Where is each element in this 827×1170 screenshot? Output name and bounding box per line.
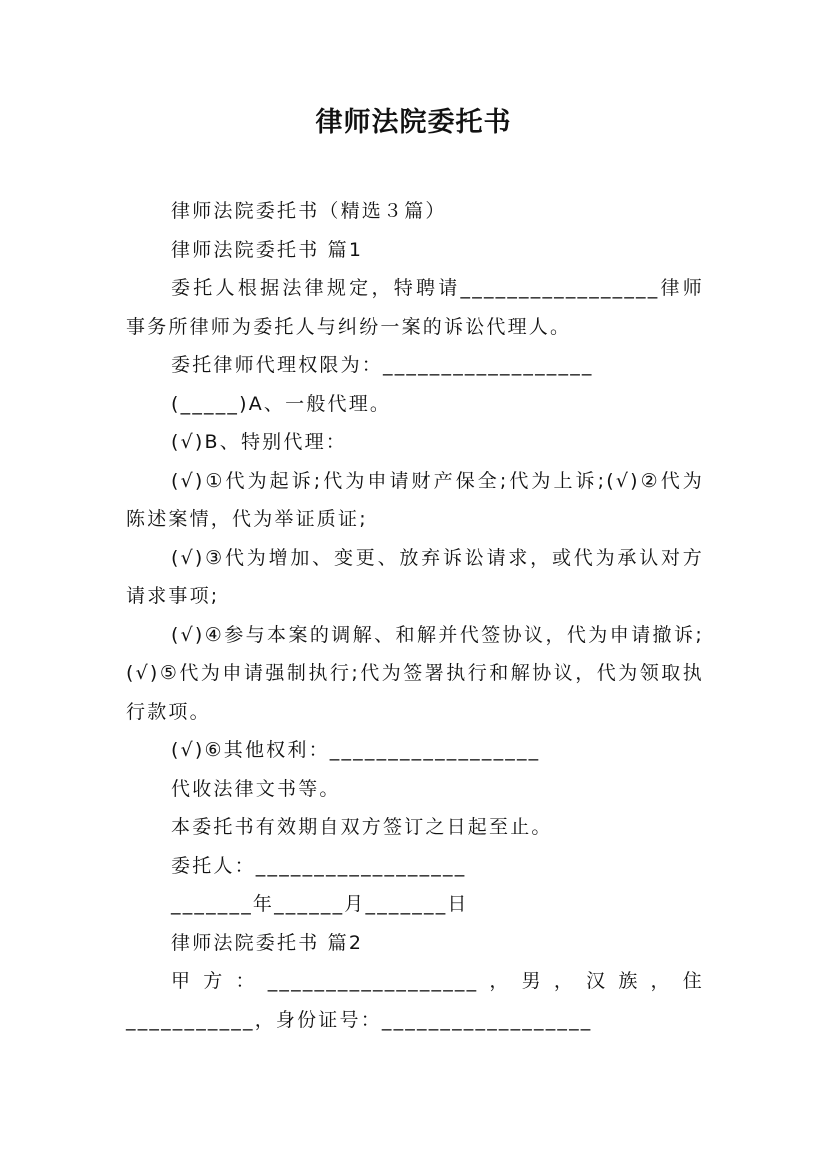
paragraph-item-4-5: (√)④参与本案的调解、和解并代签协议，代为申请撤诉;(√)⑤代为申请强制执行;代为签署执行和解协议，代为领取执行款项。 <box>126 623 704 723</box>
paragraph-appointment: 委托人根据法律规定，特聘请_________________律师事务所律师为委托人与纠纷一案的诉讼代理人。 <box>126 277 704 338</box>
paragraph-documents: 代收法律文书等。 <box>171 777 341 800</box>
document-body <box>126 192 704 1039</box>
paragraph-subtitle: 律师法院委托书（精选３篇） <box>171 200 447 222</box>
paragraph-validity: 本委托书有效期自双方签订之日起至止。 <box>171 816 553 838</box>
paragraph-item-6: (√)⑥其他权利：__________________ <box>171 739 541 761</box>
paragraph-section-heading-2: 律师法院委托书 篇2 <box>171 931 364 954</box>
paragraph-special-agency: (√)B、特别代理： <box>171 431 347 453</box>
paragraph-section-heading: 律师法院委托书 篇1 <box>171 238 364 261</box>
paragraph-general-agency: (_____)A、一般代理。 <box>171 392 392 415</box>
paragraph-date: _______年______月_______日 <box>171 893 469 915</box>
paragraph-principal: 委托人：__________________ <box>171 854 467 877</box>
paragraph-item-3: (√)③代为增加、变更、放弃诉讼请求，或代为承认对方请求事项; <box>126 546 704 607</box>
paragraph-item-1-2: (√)①代为起诉;代为申请财产保全;代为上诉;(√)②代为陈述案情，代为举证质证; <box>126 469 704 530</box>
document-title: 律师法院委托书 <box>315 107 512 138</box>
paragraph-authority-scope: 委托律师代理权限为：__________________ <box>171 354 594 376</box>
paragraph-party-a: 甲方：__________________，男，汉族，住___________，身份证号：__________________ <box>126 970 704 1031</box>
